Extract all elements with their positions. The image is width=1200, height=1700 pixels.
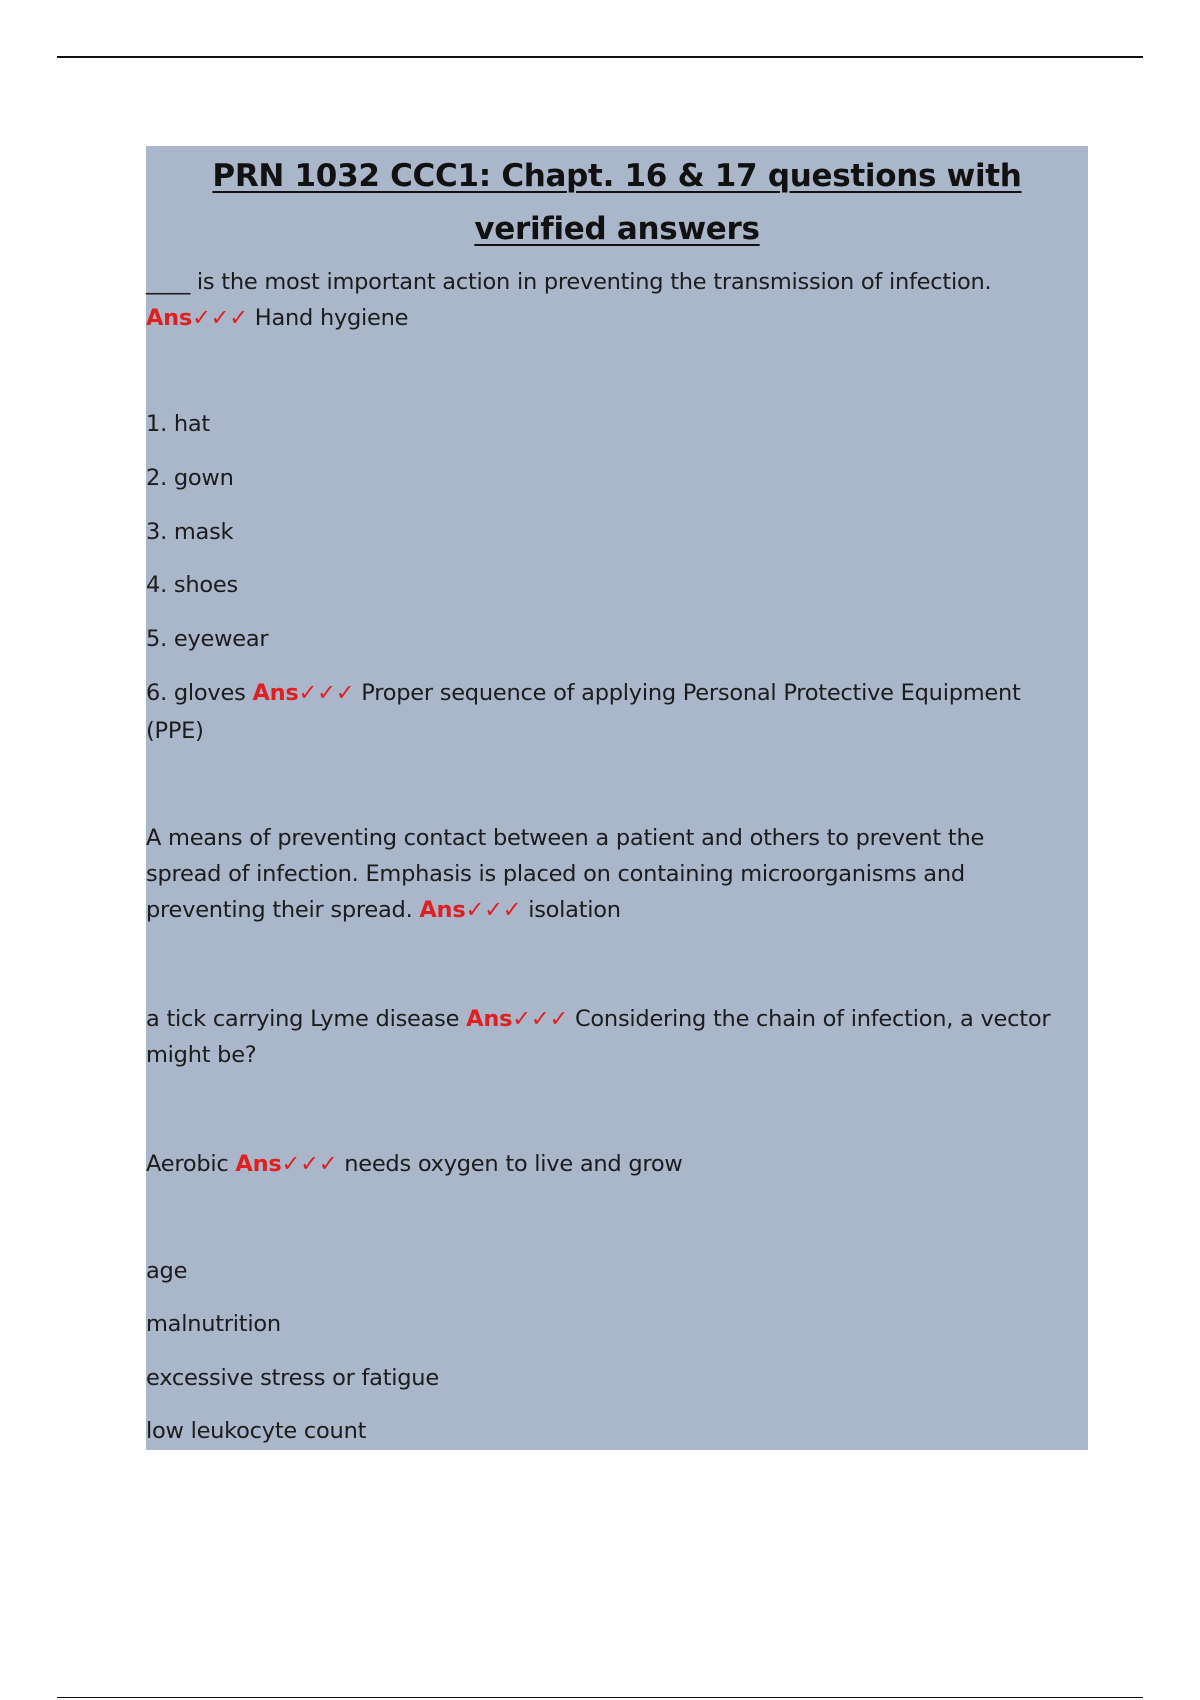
check-icon: ✓✓✓ bbox=[281, 1151, 338, 1177]
list-item: 6. gloves bbox=[146, 680, 246, 706]
q4-answer-cont: might be? bbox=[146, 1042, 257, 1068]
list-item: 5. eyewear bbox=[146, 626, 269, 652]
q4-question: a tick carrying Lyme disease bbox=[146, 1006, 460, 1032]
list-item: 4. shoes bbox=[146, 572, 238, 598]
q3-question-line1: A means of preventing contact between a patient and others to prevent the bbox=[146, 825, 985, 851]
q4-answer: Considering the chain of infection, a vector bbox=[574, 1006, 1051, 1032]
answer-label: Ans bbox=[146, 305, 193, 331]
q1-answer: Hand hygiene bbox=[254, 305, 409, 331]
q3-answer: isolation bbox=[528, 897, 621, 923]
list-item: 1. hat bbox=[146, 411, 210, 437]
q2-answer-cont: (PPE) bbox=[146, 718, 204, 744]
list-item: malnutrition bbox=[146, 1311, 281, 1337]
list-item: 2. gown bbox=[146, 465, 234, 491]
q1-answer-line bbox=[146, 300, 1086, 337]
q5-answer-line bbox=[146, 1146, 1086, 1183]
list-item: excessive stress or fatigue bbox=[146, 1365, 439, 1391]
document-body bbox=[146, 146, 1088, 1450]
footer-rule bbox=[57, 1697, 1143, 1698]
answer-label: Ans bbox=[466, 1006, 513, 1032]
check-icon: ✓✓✓ bbox=[512, 1006, 569, 1032]
check-icon: ✓✓✓ bbox=[465, 897, 522, 923]
q2-answer-line bbox=[146, 675, 1086, 712]
answer-label: Ans bbox=[235, 1151, 282, 1177]
q1-question: ____ is the most important action in preventing the transmission of infection. bbox=[146, 269, 992, 295]
document-title: PRN 1032 CCC1: Chapt. 16 & 17 questions with verified answers bbox=[212, 158, 1022, 247]
answer-label: Ans bbox=[419, 897, 466, 923]
check-icon: ✓✓✓ bbox=[192, 305, 248, 331]
header-rule bbox=[57, 56, 1143, 58]
list-item: low leukocyte count bbox=[146, 1418, 367, 1444]
check-icon: ✓✓✓ bbox=[298, 680, 355, 706]
list-item: age bbox=[146, 1258, 188, 1284]
q5-answer: needs oxygen to live and grow bbox=[344, 1151, 683, 1177]
answer-label: Ans bbox=[252, 680, 299, 706]
q4-answer-line bbox=[146, 1001, 1086, 1038]
q3-question-line2: spread of infection. Emphasis is placed on containing microorganisms and bbox=[146, 861, 965, 887]
q3-answer-line bbox=[146, 892, 1086, 929]
list-item: 3. mask bbox=[146, 519, 234, 545]
q5-question: Aerobic bbox=[146, 1151, 229, 1177]
q2-answer: Proper sequence of applying Personal Protective Equipment bbox=[361, 680, 1021, 706]
q3-question-line3: preventing their spread. bbox=[146, 897, 413, 923]
